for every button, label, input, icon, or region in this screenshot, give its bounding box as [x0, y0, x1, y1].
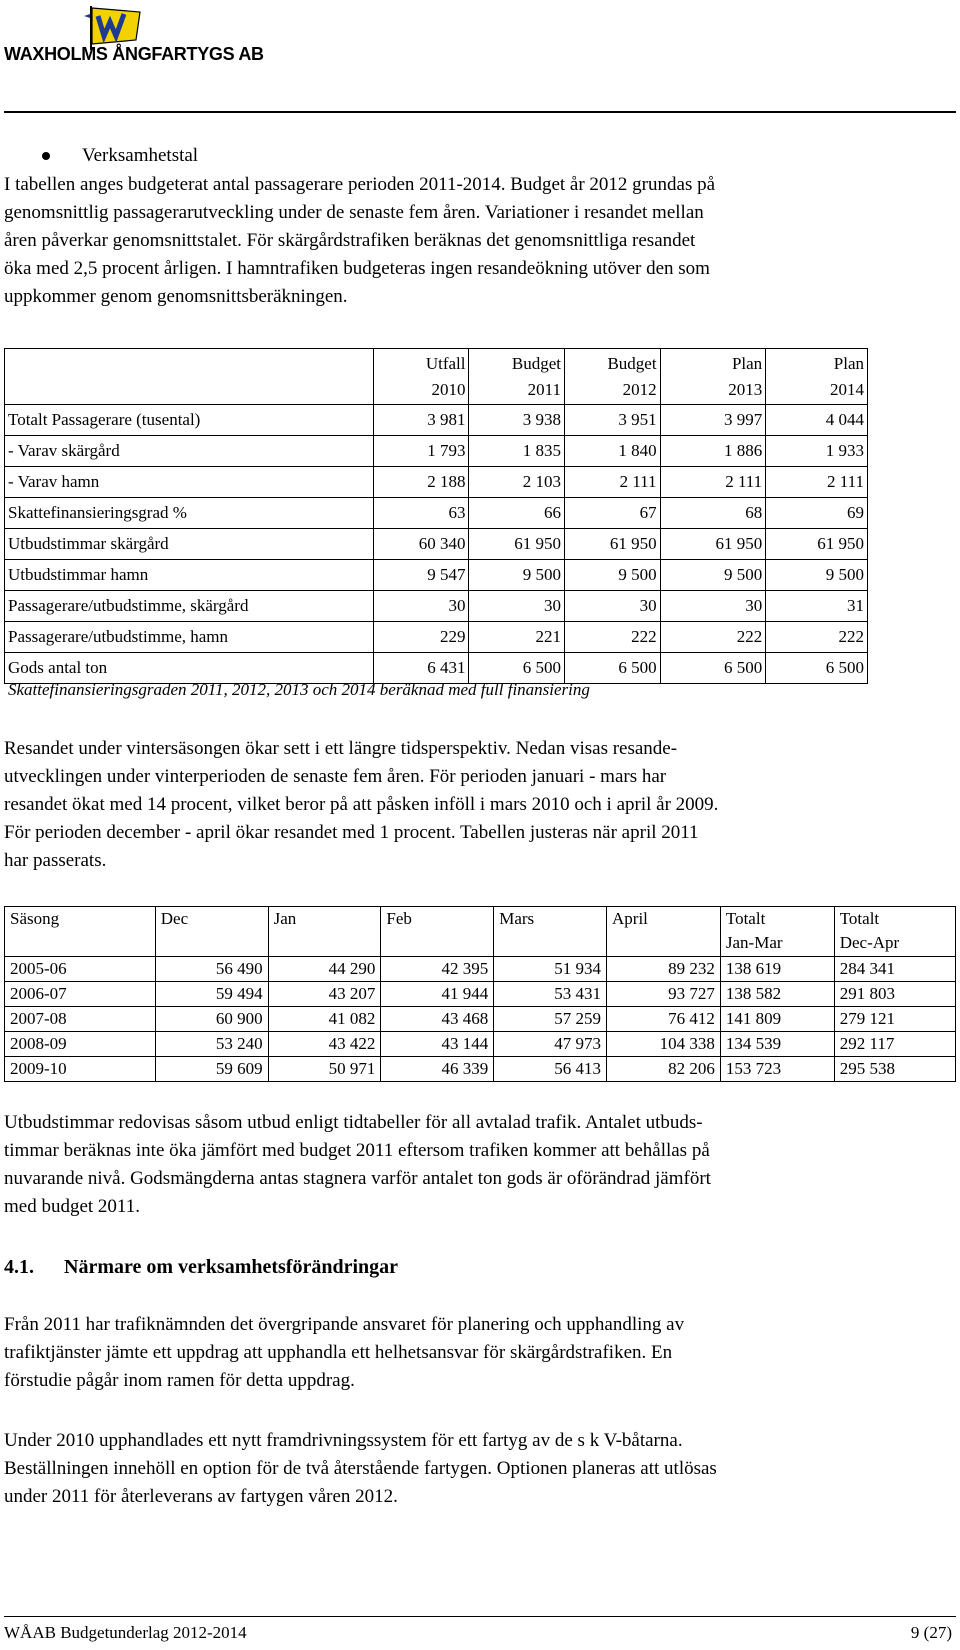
table-cell: 222	[565, 622, 661, 653]
table-cell: 43 207	[268, 982, 381, 1007]
text-line: resandet ökat med 14 procent, vilket beror på att påsken inföll i mars 2010 och i april år 2009.	[4, 794, 719, 815]
table-cell: Totalt Passagerare (tusental)	[5, 405, 374, 436]
table-row	[5, 436, 868, 467]
table-cell: 61 950	[565, 529, 661, 560]
text-line: Budget	[607, 353, 657, 373]
bullet-item	[4, 143, 956, 169]
text-line: 2011	[527, 379, 562, 399]
table-cell: 61 950	[469, 529, 565, 560]
table-cell: 59 494	[155, 982, 268, 1007]
table-row	[5, 982, 956, 1007]
table-cell: 47 973	[494, 1032, 607, 1057]
table-cell: 6 500	[660, 653, 766, 684]
table-cell: 141 809	[720, 1007, 834, 1032]
table-cell: 222	[660, 622, 766, 653]
table-cell: 41 944	[381, 982, 494, 1007]
table-cell: 56 413	[494, 1057, 607, 1082]
table-cell: Jan	[268, 907, 381, 957]
table-cell: 30	[469, 591, 565, 622]
text-line: Plan	[731, 353, 763, 373]
table-cell: 2 103	[469, 467, 565, 498]
table-cell: Skattefinansieringsgrad %	[5, 498, 374, 529]
table-cell: 6 431	[374, 653, 469, 684]
table-cell: 93 727	[607, 982, 721, 1007]
table-cell: 221	[469, 622, 565, 653]
text-line: åren påverkar genomsnittstalet. För skärgårdstrafiken beräknas det genomsnittliga resandet	[4, 230, 696, 251]
table-cell: 1 840	[565, 436, 661, 467]
header-cell	[565, 349, 661, 405]
table-cell: 43 422	[268, 1032, 381, 1057]
table-cell: 1 886	[660, 436, 766, 467]
table-cell: - Varav hamn	[5, 467, 374, 498]
text-line: under 2011 för återleverans av fartygen våren 2012.	[4, 1486, 398, 1507]
header-cell	[660, 349, 766, 405]
table-cell: 31	[766, 591, 868, 622]
table-row	[5, 957, 956, 982]
table-cell: 9 500	[469, 560, 565, 591]
text-line: genomsnittlig passagerarutveckling under de senaste fem åren. Variationer i resandet mellan	[4, 202, 704, 223]
table-row	[5, 622, 868, 653]
footer-doc-title: WÅAB Budgetunderlag 2012-2014	[4, 1623, 247, 1642]
table-cell: 1 793	[374, 436, 469, 467]
table-cell: 67	[565, 498, 661, 529]
table-cell: 1 835	[469, 436, 565, 467]
header-cell	[5, 349, 374, 405]
table-cell: 138 619	[720, 957, 834, 982]
table-cell: 66	[469, 498, 565, 529]
table-cell: 46 339	[381, 1057, 494, 1082]
header-cell	[469, 349, 565, 405]
bullet-text: Verksamhetstal	[82, 145, 199, 166]
table-cell: 6 500	[469, 653, 565, 684]
text-line: Beställningen innehöll en option för de två återstående fartygen. Optionen planeras att utlösas	[4, 1458, 717, 1479]
winter-season-table	[4, 906, 956, 1082]
text-line: timmar beräknas inte öka jämfört med budget 2011 eftersom trafiken kommer att behållas på	[4, 1140, 710, 1161]
table-cell: 229	[374, 622, 469, 653]
changes-paragraph	[4, 1311, 956, 1395]
table-row	[5, 529, 868, 560]
table-cell: 1 933	[766, 436, 868, 467]
table-cell: 57 259	[494, 1007, 607, 1032]
section-intro	[4, 143, 956, 311]
table-cell: 3 951	[565, 405, 661, 436]
text-line: har passerats.	[4, 850, 107, 871]
table-cell: 9 500	[660, 560, 766, 591]
text-line: 2013	[728, 379, 763, 399]
table-cell: 43 468	[381, 1007, 494, 1032]
table-cell: Dec	[155, 907, 268, 957]
text-line: 2014	[830, 379, 864, 399]
table-cell: 9 547	[374, 560, 469, 591]
table-cell: 68	[660, 498, 766, 529]
text-line: Utfall	[425, 353, 466, 373]
text-line: Totalt	[725, 909, 766, 928]
table-cell: 153 723	[720, 1057, 834, 1082]
text-line: Resandet under vintersäsongen ökar sett i ett längre tidsperspektiv. Nedan visas resande-	[4, 738, 678, 759]
table-cell: 2008-09	[5, 1032, 156, 1057]
table-cell: 56 490	[155, 957, 268, 982]
header-rule	[4, 111, 956, 113]
table-cell: 61 950	[766, 529, 868, 560]
bullet-dot-icon	[42, 152, 50, 160]
table-cell: Passagerare/utbudstimme, skärgård	[5, 591, 374, 622]
heading-text: Närmare om verksamhetsförändringar	[64, 1256, 399, 1278]
section-heading	[4, 1256, 398, 1279]
table-cell: 30	[660, 591, 766, 622]
table-cell: 134 539	[720, 1032, 834, 1057]
text-line: utvecklingen under vinterperioden de senaste fem åren. För perioden januari - mars har	[4, 766, 667, 787]
table-cell: Gods antal ton	[5, 653, 374, 684]
table-cell: 292 117	[834, 1032, 955, 1057]
text-line: öka med 2,5 procent årligen. I hamntrafiken budgeteras ingen resandeökning utöver den som	[4, 258, 710, 279]
table-cell: Mars	[494, 907, 607, 957]
table-cell: 2005-06	[5, 957, 156, 982]
table-cell: 76 412	[607, 1007, 721, 1032]
table-cell: 61 950	[660, 529, 766, 560]
table-cell: 3 997	[660, 405, 766, 436]
table-cell: 82 206	[607, 1057, 721, 1082]
text-line: förstudie pågår inom ramen för detta uppdrag.	[4, 1370, 355, 1391]
table-cell: 50 971	[268, 1057, 381, 1082]
supply-hours-paragraph	[4, 1109, 956, 1221]
table-cell: 51 934	[494, 957, 607, 982]
table-cell: 279 121	[834, 1007, 955, 1032]
text-line: Plan	[833, 353, 864, 373]
table-cell: 63	[374, 498, 469, 529]
table-row	[5, 1007, 956, 1032]
footer-page-number: 9 (27)	[910, 1623, 952, 1642]
winter-paragraph	[4, 735, 956, 875]
table-cell: 2 111	[565, 467, 661, 498]
table-cell: Säsong	[5, 907, 156, 957]
table-cell: Feb	[381, 907, 494, 957]
text-line: Utbudstimmar redovisas såsom utbud enligt tidtabeller för all avtalad trafik. Antalet utbuds-	[4, 1112, 703, 1133]
table-header-row	[5, 349, 868, 405]
text-line: Från 2011 har trafiknämnden det övergripande ansvaret för planering och upphandling av	[4, 1314, 685, 1335]
heading-number: 4.1.	[4, 1256, 34, 1278]
text-line: För perioden december - april ökar resandet med 1 procent. Tabellen justeras när april 2011	[4, 822, 699, 843]
table-cell: 42 395	[381, 957, 494, 982]
table-cell: 6 500	[565, 653, 661, 684]
logo-text: WAXHOLMS ÅNGFARTYGS AB	[4, 44, 264, 64]
procurement-paragraph	[4, 1427, 956, 1511]
table-cell: 222	[766, 622, 868, 653]
text-line: uppkommer genom genomsnittsberäkningen.	[4, 286, 348, 307]
table-row	[5, 591, 868, 622]
table-cell: 30	[565, 591, 661, 622]
table-cell: 138 582	[720, 982, 834, 1007]
table-cell: 4 044	[766, 405, 868, 436]
footer-rule	[4, 1616, 956, 1617]
table-cell: 44 290	[268, 957, 381, 982]
table-cell: Utbudstimmar hamn	[5, 560, 374, 591]
table-cell	[720, 907, 834, 957]
table-cell: 2009-10	[5, 1057, 156, 1082]
text-line: Budget	[511, 353, 562, 373]
table-cell: 53 431	[494, 982, 607, 1007]
table-cell: - Varav skärgård	[5, 436, 374, 467]
table-cell: 69	[766, 498, 868, 529]
table-cell: 104 338	[607, 1032, 721, 1057]
table-cell: 284 341	[834, 957, 955, 982]
page-header	[0, 0, 960, 112]
text-line: med budget 2011.	[4, 1196, 140, 1217]
table-row	[5, 498, 868, 529]
passenger-table	[4, 348, 868, 684]
table-cell: 60 900	[155, 1007, 268, 1032]
table-row	[5, 653, 868, 684]
table-cell: 53 240	[155, 1032, 268, 1057]
table-cell	[834, 907, 955, 957]
table-cell: 41 082	[268, 1007, 381, 1032]
table-cell: 2 111	[660, 467, 766, 498]
table-cell: Passagerare/utbudstimme, hamn	[5, 622, 374, 653]
table-cell: Utbudstimmar skärgård	[5, 529, 374, 560]
table-cell: 89 232	[607, 957, 721, 982]
table-cell: 2007-08	[5, 1007, 156, 1032]
table-cell: 6 500	[766, 653, 868, 684]
table-cell: 2 188	[374, 467, 469, 498]
table-cell: 60 340	[374, 529, 469, 560]
text-line: Jan-Mar	[725, 933, 783, 952]
table-cell: 30	[374, 591, 469, 622]
table-cell: 9 500	[565, 560, 661, 591]
table-cell: 291 803	[834, 982, 955, 1007]
text-line: 2010	[431, 379, 466, 399]
table-row	[5, 467, 868, 498]
text-line: Dec-Apr	[839, 933, 900, 952]
table-row	[5, 560, 868, 591]
text-line: nuvarande nivå. Godsmängderna antas stagnera varför antalet ton gods är oförändrad jämfört	[4, 1168, 711, 1189]
table-cell: 295 538	[834, 1057, 955, 1082]
table-cell: 2 111	[766, 467, 868, 498]
table-cell: April	[607, 907, 721, 957]
table-row	[5, 1057, 956, 1082]
table-header-row	[5, 907, 956, 957]
text-line: Totalt	[839, 909, 880, 928]
text-line: Under 2010 upphandlades ett nytt framdrivningssystem för ett fartyg av de s k V-båtarna.	[4, 1430, 683, 1451]
header-cell	[766, 349, 868, 405]
table-cell: 3 938	[469, 405, 565, 436]
text-line: trafiktjänster jämte ett uppdrag att upphandla ett helhetsansvar för skärgårdstrafiken. En	[4, 1342, 673, 1363]
intro-paragraph	[4, 171, 956, 311]
table-cell: 2006-07	[5, 982, 156, 1007]
text-line: 2012	[622, 379, 657, 399]
table-cell: 9 500	[766, 560, 868, 591]
table-row	[5, 1032, 956, 1057]
table-cell: 43 144	[381, 1032, 494, 1057]
table-cell: 3 981	[374, 405, 469, 436]
header-cell	[374, 349, 469, 405]
table-row	[5, 405, 868, 436]
table-cell: 59 609	[155, 1057, 268, 1082]
text-line: I tabellen anges budgeterat antal passagerare perioden 2011-2014. Budget år 2012 grundas på	[4, 174, 716, 195]
table-footnote: Skattefinansieringsgraden 2011, 2012, 2013 och 2014 beräknad med full finansiering	[8, 680, 590, 699]
